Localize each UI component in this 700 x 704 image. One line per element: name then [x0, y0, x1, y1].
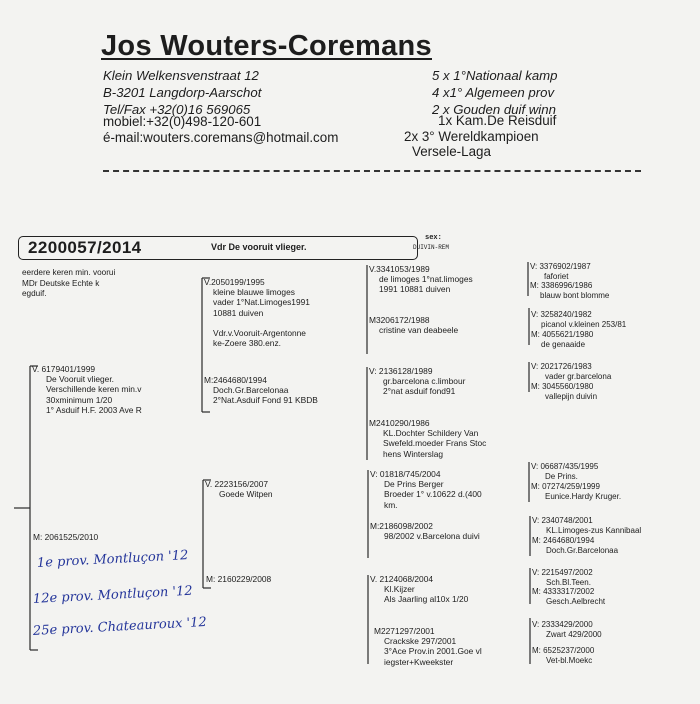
g4-10-ring: M: 2464680/1994: [532, 536, 595, 545]
ggp-2-ring: M3206172/1988: [369, 315, 430, 325]
g4-4: [531, 330, 593, 349]
ggp-2: [369, 315, 458, 335]
dam-ring: M: 2061525/2010: [33, 532, 99, 542]
honor-6: Versele-Laga: [412, 144, 491, 159]
ggp-1: [369, 264, 473, 295]
g4-13-ring: V: 2333429/2000: [532, 620, 593, 629]
ggp-3: [369, 366, 465, 397]
honor-5: 2x 3° Wereldkampioen: [404, 128, 539, 144]
ggp-8-ring: M2271297/2001: [374, 626, 435, 636]
sire-ring: V. 6179401/1999: [32, 364, 96, 374]
ggp-6-line-1: 98/2002 v.Barcelona duivi: [384, 531, 480, 542]
g4-7-line: De Prins.: [545, 471, 578, 481]
g4-3-ring: V: 3258240/1982: [531, 310, 592, 319]
ggp-8: [374, 626, 482, 667]
g4-6-line: vallepijn duivin: [545, 391, 598, 401]
address-phone: Tel/Fax +32(0)16 569065: [103, 102, 251, 117]
g4-1-line: faforiet: [544, 271, 569, 281]
g4-9-line: KL.Limoges-zus Kannibaal: [546, 525, 642, 535]
g4-2-ring: M: 3386996/1986: [530, 281, 593, 290]
g4-5-line: vader gr.barcelona: [545, 371, 612, 381]
g4-4-line: de genaaide: [541, 339, 586, 349]
grandparent-1-line-6: ke-Zoere 380.enz.: [213, 338, 281, 349]
g4-5-ring: V: 2021726/1983: [531, 362, 592, 371]
ggp-5: [370, 469, 482, 510]
g4-11: [532, 568, 593, 587]
address-street: Klein Welkensvenstraat 12: [103, 68, 259, 83]
ggp-3-line-2: 2°nat asduif fond91: [383, 386, 456, 397]
g4-1-ring: V: 3376902/1987: [530, 262, 591, 271]
g4-9: [532, 516, 641, 535]
ggp-4: [369, 418, 486, 459]
g4-6-ring: M: 3045560/1980: [531, 382, 594, 391]
grandparent-3: [205, 479, 273, 499]
ggp-5-line-1: De Prins Berger: [384, 479, 444, 490]
g4-2: [530, 281, 609, 300]
g4-12-line: Gesch.Aelbrecht: [546, 596, 606, 606]
g4-4-ring: M: 4055621/1980: [531, 330, 594, 339]
sire-cell: [32, 364, 142, 415]
g4-12-ring: M: 4333317/2002: [532, 587, 595, 596]
honor-1: 5 x 1°Nationaal kamp: [432, 68, 558, 83]
g4-8: [531, 482, 621, 501]
honor-2: 4 x1° Algemeen prov: [432, 85, 555, 100]
grandparent-1-line-2: vader 1°Nat.Limoges1991: [213, 297, 310, 308]
ggp-4-line-2: Swefeld.moeder Frans Stoc: [383, 438, 487, 449]
ggp-4-line-3: hens Winterslag: [383, 448, 444, 459]
grandparent-2-ring: M:2464680/1994: [204, 375, 267, 385]
g4-6: [531, 382, 597, 401]
honor-3: 2 x Gouden duif winn: [432, 102, 556, 117]
ggp-6: [370, 521, 480, 541]
g4-3: [531, 310, 626, 329]
ggp-4-ring: M2410290/1986: [369, 418, 430, 428]
ggp-5-line-2: Broeder 1° v.10622 d.(400: [384, 489, 482, 500]
ggp-7-ring: V. 2124068/2004: [370, 574, 434, 584]
ggp-1-ring: V.3341053/1989: [369, 264, 430, 274]
ggp-5-line-3: km.: [384, 499, 398, 510]
g4-14: [532, 646, 594, 665]
g4-1: [530, 262, 591, 281]
ggp-3-ring: V: 2136128/1989: [369, 366, 433, 376]
ggp-2-line-1: cristine van deabeele: [379, 325, 459, 336]
grandparent-1-line-5: Vdr.v.Vooruit-Argentonne: [213, 327, 306, 338]
sire-line-3: 30xminimum 1/20: [46, 394, 113, 405]
ggp-7: [370, 574, 468, 605]
g4-12: [532, 587, 605, 606]
g4-14-line: Vet-bl.Moekc: [546, 655, 593, 665]
sire-line-2: Verschillende keren min.v: [46, 384, 142, 395]
email-address: é-mail:wouters.coremans@hotmail.com: [103, 130, 339, 145]
grandparent-2-line-1: Doch.Gr.Barcelonaa: [213, 385, 289, 396]
g4-7-ring: V: 06687/435/1995: [531, 462, 599, 471]
g4-10: [532, 536, 618, 555]
g4-8-line: Eunice.Hardy Kruger.: [545, 491, 622, 501]
sire-line-4: 1° Asduif H.F. 2003 Ave R: [46, 404, 142, 415]
g4-14-ring: M: 6525237/2000: [532, 646, 595, 655]
g4-2-line: blauw bont blomme: [540, 290, 610, 300]
g4-13-line: Zwart 429/2000: [546, 629, 602, 639]
subject-note-1: eerdere keren min. voorui: [22, 268, 116, 277]
subject-description: Vdr De vooruit vlieger.: [211, 242, 307, 252]
ggp-8-line-2: 3°Ace Prov.in 2001.Goe vl: [384, 646, 482, 657]
grandparent-1-line-3: 10881 duiven: [213, 307, 264, 318]
ggp-7-line-2: Als Jaarling al10x 1/20: [384, 594, 469, 605]
g4-3-line: picanol v.kleinen 253/81: [541, 319, 627, 329]
g4-11-line: Sch.Bl.Teen.: [546, 577, 591, 587]
grandparent-2-line-2: 2°Nat.Asduif Fond 91 KBDB: [213, 395, 318, 406]
mobile-number: mobiel:+32(0)498-120-601: [103, 114, 262, 129]
sire-line-1: De Vooruit vlieger.: [46, 374, 114, 385]
ggp-4-line-1: KL.Dochter Schildery Van: [383, 428, 479, 439]
g4-11-ring: V: 2215497/2002: [532, 568, 593, 577]
subject-note-2: MDr Deutske Echte k: [22, 278, 100, 288]
dam-handwritten-2: 12e prov. Montluçon '12: [32, 583, 193, 607]
grandparent-1-ring: V.2050199/1995: [204, 277, 265, 287]
ggp-7-line-1: Kl.Kijzer: [384, 584, 415, 595]
grandparent-1: [204, 277, 310, 348]
dam-handwritten-3: 25e prov. Chateauroux '12: [32, 614, 208, 639]
g4-8-ring: M: 07274/259/1999: [531, 482, 600, 491]
g4-10-line: Doch.Gr.Barcelonaa: [546, 545, 619, 555]
g4-13: [532, 620, 602, 639]
subject-ring-number: 2200057/2014: [28, 238, 142, 257]
ggp-3-line-1: gr.barcelona c.limbour: [383, 376, 466, 387]
address-city: B-3201 Langdorp-Aarschot: [103, 85, 262, 100]
grandparent-4-ring: M: 2160229/2008: [206, 574, 272, 584]
grandparent-3-line-1: Goede Witpen: [219, 489, 273, 500]
sex-label: sex:: [425, 234, 442, 242]
dam-handwritten-1: 1e prov. Montluçon '12: [36, 548, 189, 571]
grandparent-1-line-1: kleine blauwe limoges: [213, 287, 295, 298]
ggp-6-ring: M:2186098/2002: [370, 521, 433, 531]
ggp-1-line-2: 1991 10881 duiven: [379, 284, 451, 295]
sex-value: DUIVIN-REM: [413, 244, 450, 251]
g4-9-ring: V: 2340748/2001: [532, 516, 593, 525]
grandparent-2: [204, 375, 318, 406]
subject-note-3: egduif.: [22, 289, 47, 298]
ggp-5-ring: V: 01818/745/2004: [370, 469, 441, 479]
g4-5: [531, 362, 611, 381]
grandparent-3-ring: V. 2223156/2007: [205, 479, 269, 489]
breeder-name: Jos Wouters-Coremans: [101, 30, 432, 62]
ggp-8-line-1: Crackske 297/2001: [384, 636, 457, 647]
ggp-8-line-3: iegster+Kweekster: [384, 656, 454, 667]
honor-4: 1x Kam.De Reisduif: [438, 113, 557, 128]
g4-7: [531, 462, 598, 481]
ggp-1-line-1: de limoges 1°nat.limoges: [379, 274, 473, 285]
